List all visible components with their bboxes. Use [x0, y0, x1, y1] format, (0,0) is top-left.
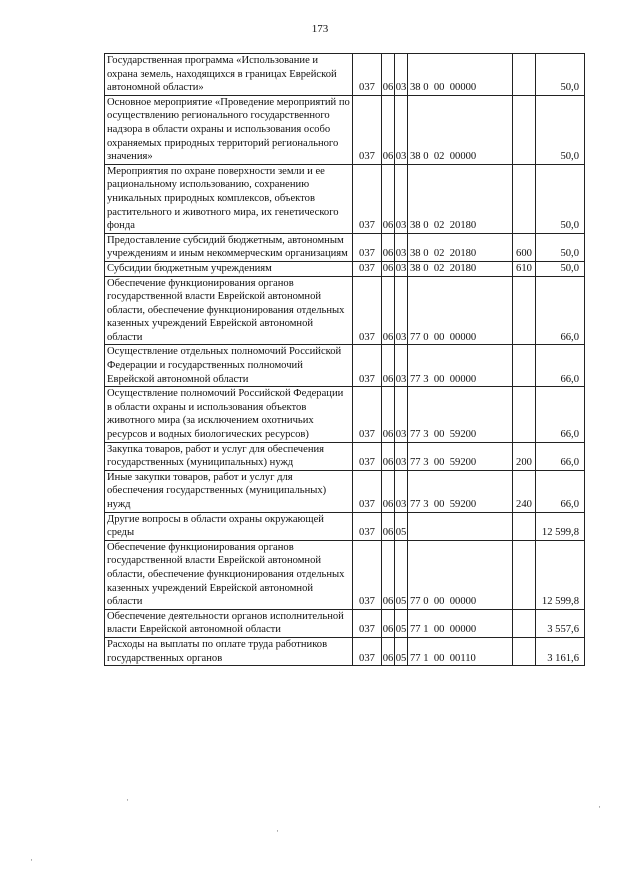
expense-type: 600	[513, 233, 536, 261]
target-article: 77 1 00 00000	[408, 609, 513, 637]
ministry-code: 037	[353, 233, 382, 261]
table-row	[105, 164, 585, 233]
expense-type	[513, 540, 536, 609]
subsection-code: 03	[395, 95, 408, 164]
amount: 12 599,8	[536, 540, 585, 609]
section-code: 06	[382, 164, 395, 233]
target-article: 77 1 00 00110	[408, 637, 513, 665]
row-name: Осуществление отдельных полномочий Российской Федерации и государственных полномочий Еврейской автономной области	[105, 345, 353, 387]
ministry-code: 037	[353, 540, 382, 609]
page-number: 173	[311, 23, 329, 35]
target-article: 38 0 02 00000	[408, 95, 513, 164]
table-row	[105, 387, 585, 442]
section-code: 06	[382, 512, 395, 540]
subsection-code: 05	[395, 512, 408, 540]
expense-type: 200	[513, 442, 536, 470]
section-code: 06	[382, 540, 395, 609]
ministry-code: 037	[353, 54, 382, 96]
expense-type	[513, 54, 536, 96]
ministry-code: 037	[353, 442, 382, 470]
subsection-code: 03	[395, 261, 408, 276]
section-code: 06	[382, 345, 395, 387]
row-name: Основное мероприятие «Проведение мероприятий по осуществлению регионального государственного надзора в области охраны и использования особо охраняемых природных территорий регионального значения»	[105, 95, 353, 164]
target-article: 77 3 00 00000	[408, 345, 513, 387]
ministry-code: 037	[353, 609, 382, 637]
ministry-code: 037	[353, 512, 382, 540]
expense-type	[513, 95, 536, 164]
amount: 12 599,8	[536, 512, 585, 540]
expense-type	[513, 637, 536, 665]
amount: 50,0	[536, 54, 585, 96]
section-code: 06	[382, 233, 395, 261]
ministry-code: 037	[353, 276, 382, 345]
table-row	[105, 54, 585, 96]
target-article: 38 0 02 20180	[408, 233, 513, 261]
expense-type	[513, 345, 536, 387]
amount: 3 557,6	[536, 609, 585, 637]
expense-type	[513, 164, 536, 233]
scan-speck: ·	[126, 795, 129, 805]
target-article: 38 0 02 20180	[408, 261, 513, 276]
amount: 66,0	[536, 470, 585, 512]
row-name: Иные закупки товаров, работ и услуг для обеспечения государственных (муниципальных) нужд	[105, 470, 353, 512]
amount: 50,0	[536, 233, 585, 261]
target-article: 38 0 00 00000	[408, 54, 513, 96]
target-article: 77 3 00 59200	[408, 387, 513, 442]
row-name: Другие вопросы в области охраны окружающей среды	[105, 512, 353, 540]
target-article	[408, 512, 513, 540]
target-article: 38 0 02 20180	[408, 164, 513, 233]
expense-type	[513, 276, 536, 345]
section-code: 06	[382, 442, 395, 470]
expense-type	[513, 387, 536, 442]
table-row	[105, 609, 585, 637]
budget-table	[104, 53, 585, 666]
expense-type	[513, 512, 536, 540]
table-row	[105, 512, 585, 540]
expense-type: 240	[513, 470, 536, 512]
table-row	[105, 233, 585, 261]
amount: 50,0	[536, 164, 585, 233]
amount: 66,0	[536, 345, 585, 387]
section-code: 06	[382, 387, 395, 442]
row-name: Предоставление субсидий бюджетным, автономным учреждениям и иным некоммерческим организациям	[105, 233, 353, 261]
subsection-code: 03	[395, 276, 408, 345]
section-code: 06	[382, 261, 395, 276]
section-code: 06	[382, 470, 395, 512]
ministry-code: 037	[353, 470, 382, 512]
target-article: 77 3 00 59200	[408, 470, 513, 512]
subsection-code: 03	[395, 387, 408, 442]
section-code: 06	[382, 95, 395, 164]
ministry-code: 037	[353, 637, 382, 665]
amount: 66,0	[536, 442, 585, 470]
ministry-code: 037	[353, 164, 382, 233]
ministry-code: 037	[353, 261, 382, 276]
row-name: Обеспечение деятельности органов исполнительной власти Еврейской автономной области	[105, 609, 353, 637]
amount: 66,0	[536, 387, 585, 442]
subsection-code: 03	[395, 442, 408, 470]
expense-type	[513, 609, 536, 637]
expense-type: 610	[513, 261, 536, 276]
ministry-code: 037	[353, 387, 382, 442]
section-code: 06	[382, 609, 395, 637]
row-name: Обеспечение функционирования органов государственной власти Еврейской автономной области, обеспечение функционирования отдельных казенных учреждений Еврейской автономной области	[105, 276, 353, 345]
subsection-code: 03	[395, 164, 408, 233]
subsection-code: 05	[395, 609, 408, 637]
row-name: Закупка товаров, работ и услуг для обеспечения государственных (муниципальных) нужд	[105, 442, 353, 470]
row-name: Государственная программа «Использование и охрана земель, находящихся в границах Еврейской автономной области»	[105, 54, 353, 96]
subsection-code: 05	[395, 637, 408, 665]
table-row	[105, 470, 585, 512]
row-name: Расходы на выплаты по оплате труда работников государственных органов	[105, 637, 353, 665]
target-article: 77 3 00 59200	[408, 442, 513, 470]
table-row	[105, 540, 585, 609]
subsection-code: 03	[395, 54, 408, 96]
amount: 50,0	[536, 95, 585, 164]
row-name: Осуществление полномочий Российской Федерации в области охраны и использования объектов животного мира (за исключением охотничьих ресурсов и водных биологических ресурсов)	[105, 387, 353, 442]
scan-speck: ·	[598, 802, 601, 812]
table-row	[105, 345, 585, 387]
row-name: Обеспечение функционирования органов государственной власти Еврейской автономной области, обеспечение функционирования отдельных казенных учреждений Еврейской автономной области	[105, 540, 353, 609]
target-article: 77 0 00 00000	[408, 540, 513, 609]
ministry-code: 037	[353, 95, 382, 164]
row-name: Субсидии бюджетным учреждениям	[105, 261, 353, 276]
table-row	[105, 442, 585, 470]
target-article: 77 0 00 00000	[408, 276, 513, 345]
amount: 50,0	[536, 261, 585, 276]
scan-speck: ·	[276, 826, 279, 836]
amount: 3 161,6	[536, 637, 585, 665]
subsection-code: 03	[395, 233, 408, 261]
subsection-code: 05	[395, 540, 408, 609]
table-row	[105, 637, 585, 665]
amount: 66,0	[536, 276, 585, 345]
section-code: 06	[382, 276, 395, 345]
row-name: Мероприятия по охране поверхности земли и ее рациональному использованию, сохранению уникальных природных комплексов, объектов растительного и животного мира, их генетического фонда	[105, 164, 353, 233]
table-row	[105, 276, 585, 345]
table-row	[105, 261, 585, 276]
subsection-code: 03	[395, 470, 408, 512]
section-code: 06	[382, 54, 395, 96]
table-row	[105, 95, 585, 164]
scan-speck: ·	[30, 855, 33, 865]
section-code: 06	[382, 637, 395, 665]
ministry-code: 037	[353, 345, 382, 387]
subsection-code: 03	[395, 345, 408, 387]
